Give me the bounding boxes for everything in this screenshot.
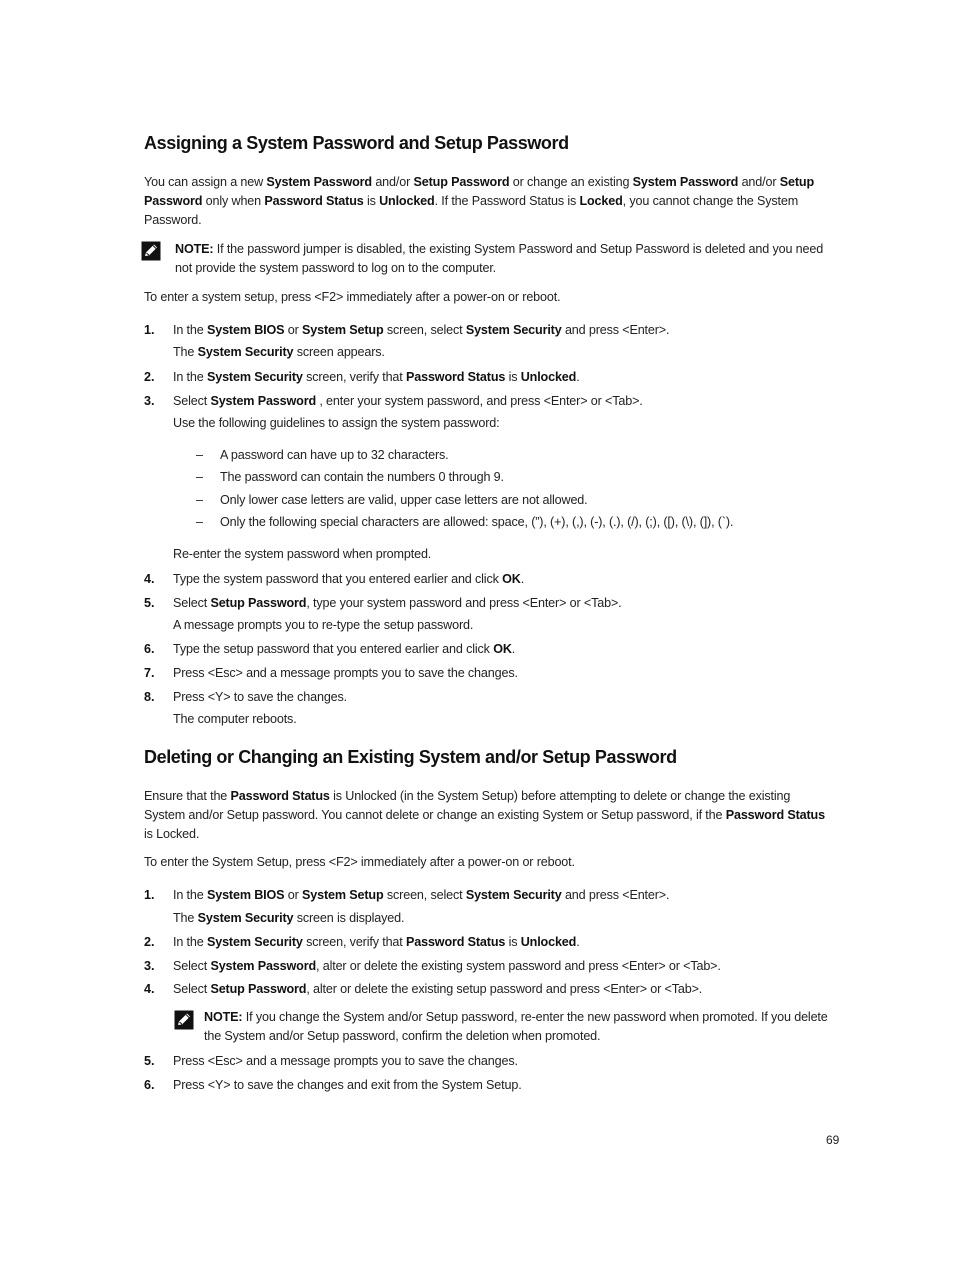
guideline-item: The password can contain the numbers 0 through 9. bbox=[220, 470, 504, 484]
guideline-item: Only lower case letters are valid, upper case letters are not allowed. bbox=[220, 493, 588, 507]
step-subtext: Use the following guidelines to assign the system password: bbox=[173, 416, 500, 430]
step-number: 3. bbox=[144, 959, 155, 973]
step-text: Select Setup Password, type your system password and press <Enter> or <Tab>. bbox=[173, 596, 622, 610]
step-number: 4. bbox=[144, 572, 155, 586]
step-text: In the System BIOS or System Setup screen, select System Security and press <Enter>. bbox=[173, 323, 670, 337]
intro-paragraph-delete: Ensure that the Password Status is Unlocked (in the System Setup) before attempting to delete or change the existing System and/or Setup password. You cannot delete or change an existing System or Setup password, if the Password Status is Locked. bbox=[144, 789, 825, 841]
step-text: Select System Password , enter your system password, and press <Enter> or <Tab>. bbox=[173, 394, 643, 408]
intro-paragraph-assign: You can assign a new System Password and/or Setup Password or change an existing System Password and/or Setup Password only when Password Status is Unlocked. If the Password Status is Locked, you cannot change the System Password. bbox=[144, 175, 814, 227]
step-number: 6. bbox=[144, 642, 155, 656]
list-dash: – bbox=[196, 448, 204, 462]
step-number: 5. bbox=[144, 1054, 155, 1068]
step-number: 2. bbox=[144, 935, 155, 949]
step-number: 5. bbox=[144, 596, 155, 610]
step-text: Press <Esc> and a message prompts you to save the changes. bbox=[173, 666, 518, 680]
step-number: 4. bbox=[144, 982, 155, 996]
step-text: Select Setup Password, alter or delete the existing setup password and press <Enter> or <Tab>. bbox=[173, 982, 703, 996]
step-subtext: The System Security screen is displayed. bbox=[173, 911, 405, 925]
note-delete: NOTE: If you change the System and/or Setup password, re-enter the new password when promoted. If you delete the System and/or Setup password, confirm the deletion when promoted. bbox=[204, 1010, 828, 1043]
step-number: 1. bbox=[144, 323, 155, 337]
step-subtext: A message prompts you to re-type the setup password. bbox=[173, 618, 474, 632]
list-dash: – bbox=[196, 515, 204, 529]
step-number: 7. bbox=[144, 666, 155, 680]
step-number: 8. bbox=[144, 690, 155, 704]
page-number: 69 bbox=[826, 1133, 840, 1147]
section-heading-assign: Assigning a System Password and Setup Password bbox=[144, 133, 569, 153]
step-text: In the System Security screen, verify that Password Status is Unlocked. bbox=[173, 935, 580, 949]
step-number: 3. bbox=[144, 394, 155, 408]
enter-setup-text: To enter a system setup, press <F2> immediately after a power-on or reboot. bbox=[144, 290, 561, 304]
step-subtext: The computer reboots. bbox=[173, 712, 297, 726]
reenter-text: Re-enter the system password when prompted. bbox=[173, 547, 432, 561]
step-subtext: The System Security screen appears. bbox=[173, 345, 385, 359]
note-pencil-icon bbox=[174, 1010, 194, 1030]
step-number: 6. bbox=[144, 1078, 155, 1092]
step-text: Type the setup password that you entered earlier and click OK. bbox=[173, 642, 516, 656]
step-text: Press <Esc> and a message prompts you to save the changes. bbox=[173, 1054, 518, 1068]
step-text: Press <Y> to save the changes and exit from the System Setup. bbox=[173, 1078, 522, 1092]
section-heading-delete: Deleting or Changing an Existing System and/or Setup Password bbox=[144, 747, 677, 767]
enter-setup-text: To enter the System Setup, press <F2> immediately after a power-on or reboot. bbox=[144, 855, 575, 869]
step-number: 1. bbox=[144, 888, 155, 902]
step-text: In the System BIOS or System Setup screen, select System Security and press <Enter>. bbox=[173, 888, 670, 902]
step-text: Press <Y> to save the changes. bbox=[173, 690, 348, 704]
guideline-item: Only the following special characters are allowed: space, (”), (+), (,), (-), (.), (/), (;), ([), (\), (]), (`). bbox=[220, 515, 734, 529]
note-assign: NOTE: If the password jumper is disabled, the existing System Password and Setup Password is deleted and you need not provide the system password to log on to the computer. bbox=[175, 242, 824, 275]
guideline-item: A password can have up to 32 characters. bbox=[220, 448, 449, 462]
step-text: Select System Password, alter or delete the existing system password and press <Enter> or <Tab>. bbox=[173, 959, 721, 973]
note-pencil-icon bbox=[141, 241, 161, 261]
step-text: Type the system password that you entered earlier and click OK. bbox=[173, 572, 525, 586]
list-dash: – bbox=[196, 493, 204, 507]
step-text: In the System Security screen, verify that Password Status is Unlocked. bbox=[173, 370, 580, 384]
step-number: 2. bbox=[144, 370, 155, 384]
list-dash: – bbox=[196, 470, 204, 484]
